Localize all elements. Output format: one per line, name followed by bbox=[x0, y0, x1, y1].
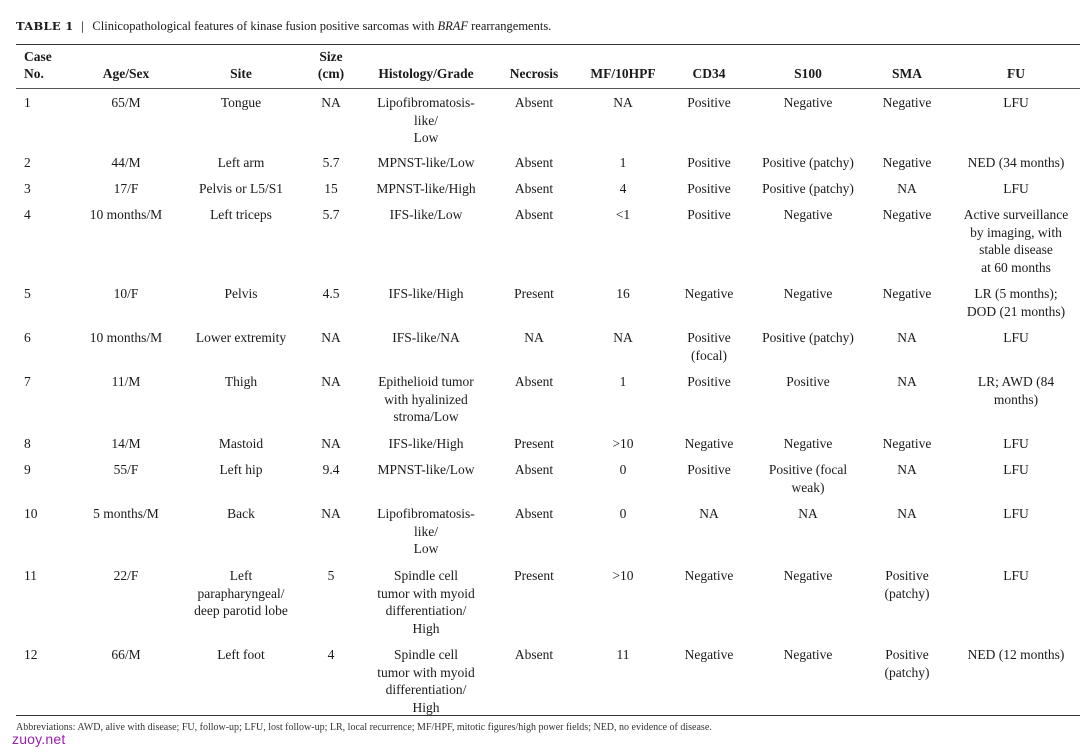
title-text-post: rearrangements. bbox=[468, 19, 552, 33]
table-top-rule bbox=[16, 44, 1080, 45]
cell-sma bbox=[862, 325, 952, 369]
cell-cd34 bbox=[664, 642, 754, 716]
cell-line: Positive bbox=[687, 95, 731, 110]
column-header-line: SMA bbox=[892, 66, 922, 81]
table-row bbox=[16, 369, 1080, 431]
table-row bbox=[16, 176, 1080, 202]
cell-fu bbox=[952, 150, 1080, 176]
column-header-necrosis bbox=[486, 46, 582, 88]
cell-line: LFU bbox=[1003, 506, 1029, 521]
cell-cd34 bbox=[664, 563, 754, 642]
cell-site bbox=[186, 563, 296, 642]
cell-line: NA bbox=[798, 506, 818, 521]
cell-histology-grade bbox=[366, 431, 486, 457]
cell-fu bbox=[952, 501, 1080, 563]
table-row bbox=[16, 457, 1080, 501]
cell-fu bbox=[952, 325, 1080, 369]
cell-fu bbox=[952, 563, 1080, 642]
cell-cd34 bbox=[664, 202, 754, 281]
cell-site bbox=[186, 325, 296, 369]
column-header-sma bbox=[862, 46, 952, 88]
table-title bbox=[92, 19, 551, 33]
table-row bbox=[16, 431, 1080, 457]
cell-line: Lipofibromatosis- bbox=[377, 95, 475, 110]
cell-line: MPNST-like/Low bbox=[377, 462, 475, 477]
cell-line: Low bbox=[413, 541, 439, 556]
cell-line: NED (34 months) bbox=[967, 155, 1065, 170]
cell-size: 5 bbox=[327, 568, 335, 583]
cell-case-no: 5 bbox=[24, 286, 31, 301]
cell-line: Lipofibromatosis- bbox=[377, 506, 475, 521]
column-header-size bbox=[296, 46, 366, 88]
cell-case-no: 11 bbox=[24, 568, 37, 583]
column-header-line: (cm) bbox=[317, 66, 345, 81]
cell-line: Negative bbox=[684, 568, 734, 583]
cell-age-sex: 22/F bbox=[113, 568, 139, 583]
cell-s100 bbox=[754, 501, 862, 563]
cell-line: Negative bbox=[783, 568, 833, 583]
cell-fu bbox=[952, 431, 1080, 457]
cell-line: Active surveillance bbox=[963, 207, 1069, 222]
cell-line: (patchy) bbox=[884, 664, 930, 680]
cell-site bbox=[186, 88, 296, 150]
cell-line: Pelvis or L5/S1 bbox=[198, 181, 283, 196]
cell-line: Left triceps bbox=[210, 207, 272, 222]
cell-line: NA bbox=[897, 374, 917, 389]
cell-sma bbox=[862, 563, 952, 642]
cell-line: LFU bbox=[1003, 462, 1029, 477]
cell-sma bbox=[862, 642, 952, 716]
cell-line: MPNST-like/Low bbox=[377, 155, 475, 170]
cell-histology-grade bbox=[366, 642, 486, 716]
cell-line: Negative bbox=[783, 207, 833, 222]
cell-histology-grade bbox=[366, 457, 486, 501]
cell-age-sex: 66/M bbox=[111, 647, 141, 662]
cell-fu bbox=[952, 457, 1080, 501]
cell-line: by imaging, with bbox=[970, 224, 1062, 240]
cell-sma bbox=[862, 202, 952, 281]
cell-line: Positive bbox=[687, 181, 731, 196]
cell-line: with hyalinized bbox=[384, 391, 468, 407]
cell-line: NA bbox=[897, 462, 917, 477]
cell-line: (patchy) bbox=[884, 585, 930, 601]
cell-line: Positive bbox=[687, 207, 731, 222]
cell-line: Negative bbox=[684, 647, 734, 662]
column-header-line: Case bbox=[24, 49, 52, 64]
cell-line: (focal) bbox=[691, 347, 727, 363]
cell-line: differentiation/ bbox=[385, 603, 467, 618]
cell-line: Positive (focal bbox=[768, 462, 848, 477]
cell-line: Positive bbox=[885, 568, 929, 583]
cell-age-sex: 10 months/M bbox=[89, 207, 163, 222]
title-text-pre: Clinicopathological features of kinase fusion positive sarcomas with bbox=[92, 19, 438, 33]
cell-site bbox=[186, 202, 296, 281]
cell-size: 4.5 bbox=[322, 286, 340, 301]
cell-cd34 bbox=[664, 501, 754, 563]
cell-line: LFU bbox=[1003, 436, 1029, 451]
cell-s100 bbox=[754, 325, 862, 369]
cell-fu bbox=[952, 642, 1080, 716]
cell-histology-grade bbox=[366, 369, 486, 431]
cell-line: NA bbox=[897, 330, 917, 345]
cell-age-sex: 65/M bbox=[111, 95, 141, 110]
cell-necrosis: Absent bbox=[514, 506, 554, 521]
cell-sma bbox=[862, 88, 952, 150]
cell-site bbox=[186, 457, 296, 501]
cell-histology-grade bbox=[366, 202, 486, 281]
cell-s100 bbox=[754, 642, 862, 716]
cell-line: High bbox=[412, 699, 440, 715]
cell-site bbox=[186, 150, 296, 176]
cell-line: Left bbox=[229, 568, 253, 583]
cell-line: Thigh bbox=[224, 374, 258, 389]
cell-age-sex: 11/M bbox=[111, 374, 141, 389]
cell-s100 bbox=[754, 431, 862, 457]
cell-mf-10hpf: 1 bbox=[619, 155, 627, 170]
cell-mf-10hpf: 11 bbox=[616, 647, 630, 662]
cell-line: Negative bbox=[783, 286, 833, 301]
cell-line: LFU bbox=[1003, 95, 1029, 110]
table-label: TABLE 1 bbox=[16, 19, 74, 33]
cell-s100 bbox=[754, 176, 862, 202]
cell-necrosis: NA bbox=[524, 330, 544, 345]
cell-line: weak) bbox=[791, 479, 825, 495]
table-footnote: Abbreviations: AWD, alive with disease; FU, follow-up; LFU, lost follow-up; LR, local recurrence; MF/HPF, mitotic figures/high power fields; NED, no evidence of disease. bbox=[16, 722, 712, 733]
cell-line: Positive (patchy) bbox=[762, 155, 854, 170]
cell-line: tumor with myoid bbox=[377, 585, 475, 601]
cell-age-sex: 55/F bbox=[113, 462, 139, 477]
cell-fu bbox=[952, 369, 1080, 431]
cell-size: NA bbox=[321, 95, 341, 110]
cell-line: months) bbox=[993, 391, 1039, 407]
cell-case-no: 1 bbox=[24, 95, 31, 110]
cell-line: Positive bbox=[687, 374, 731, 389]
column-header-s100 bbox=[754, 46, 862, 88]
table-row bbox=[16, 150, 1080, 176]
cell-necrosis: Present bbox=[514, 436, 554, 451]
cell-line: Positive (patchy) bbox=[762, 330, 854, 345]
cell-necrosis: Absent bbox=[514, 207, 554, 222]
table-header-row bbox=[16, 46, 1080, 88]
column-header-histology-grade bbox=[366, 46, 486, 88]
table-row bbox=[16, 88, 1080, 150]
cell-s100 bbox=[754, 563, 862, 642]
cell-site bbox=[186, 176, 296, 202]
cell-line: like/ bbox=[414, 523, 438, 539]
cell-line: NA bbox=[897, 181, 917, 196]
cell-histology-grade bbox=[366, 501, 486, 563]
cell-cd34 bbox=[664, 150, 754, 176]
column-header-line: Age/Sex bbox=[102, 66, 150, 81]
cell-cd34 bbox=[664, 369, 754, 431]
cell-line: stroma/Low bbox=[393, 409, 459, 424]
cell-case-no: 6 bbox=[24, 330, 31, 345]
cell-histology-grade bbox=[366, 176, 486, 202]
cell-line: Epithelioid tumor bbox=[378, 374, 474, 389]
column-header-cd34 bbox=[664, 46, 754, 88]
column-header-line: No. bbox=[24, 66, 44, 81]
cell-age-sex: 17/F bbox=[113, 181, 139, 196]
cell-line: deep parotid lobe bbox=[194, 603, 288, 618]
column-header-site bbox=[186, 46, 296, 88]
cell-line: LR (5 months); bbox=[974, 286, 1058, 301]
cell-line: Left foot bbox=[217, 647, 265, 662]
column-header-line: Necrosis bbox=[509, 66, 559, 81]
cell-mf-10hpf: 0 bbox=[619, 462, 627, 477]
cell-mf-10hpf: >10 bbox=[612, 568, 634, 583]
cell-histology-grade bbox=[366, 88, 486, 150]
table-row bbox=[16, 325, 1080, 369]
cell-line: LFU bbox=[1003, 330, 1029, 345]
cell-cd34 bbox=[664, 457, 754, 501]
cell-line: Low bbox=[413, 130, 439, 145]
cell-mf-10hpf: NA bbox=[613, 95, 633, 110]
cell-line: Positive bbox=[885, 647, 929, 662]
column-header-fu bbox=[952, 46, 1080, 88]
caption-separator: | bbox=[80, 19, 85, 33]
cell-line: Negative bbox=[783, 647, 833, 662]
cell-histology-grade bbox=[366, 281, 486, 325]
cell-line: IFS-like/Low bbox=[389, 207, 463, 222]
cell-age-sex: 44/M bbox=[111, 155, 141, 170]
column-header-line: Size bbox=[319, 49, 343, 64]
table-row bbox=[16, 501, 1080, 563]
cell-size: 5.7 bbox=[322, 207, 340, 222]
cell-line: DOD (21 months) bbox=[966, 303, 1066, 319]
cell-cd34 bbox=[664, 325, 754, 369]
cell-histology-grade bbox=[366, 325, 486, 369]
cell-necrosis: Absent bbox=[514, 462, 554, 477]
cell-sma bbox=[862, 176, 952, 202]
cell-sma bbox=[862, 431, 952, 457]
cell-fu bbox=[952, 202, 1080, 281]
cell-line: Negative bbox=[882, 155, 932, 170]
cell-line: Negative bbox=[783, 95, 833, 110]
cell-s100 bbox=[754, 202, 862, 281]
cell-line: parapharyngeal/ bbox=[197, 585, 285, 601]
cell-sma bbox=[862, 501, 952, 563]
cell-line: LFU bbox=[1003, 181, 1029, 196]
cell-necrosis: Present bbox=[514, 286, 554, 301]
cell-sma bbox=[862, 150, 952, 176]
cell-sma bbox=[862, 457, 952, 501]
cell-line: Tongue bbox=[220, 95, 262, 110]
column-header-line: FU bbox=[1007, 66, 1025, 81]
cell-age-sex: 10/F bbox=[113, 286, 139, 301]
title-gene-name: BRAF bbox=[437, 19, 469, 33]
cell-size: NA bbox=[321, 436, 341, 451]
cell-line: LFU bbox=[1003, 568, 1029, 583]
table-row bbox=[16, 202, 1080, 281]
cell-s100 bbox=[754, 457, 862, 501]
cell-s100 bbox=[754, 88, 862, 150]
cell-line: IFS-like/NA bbox=[392, 330, 460, 345]
cell-case-no: 12 bbox=[24, 647, 38, 662]
cell-line: Left arm bbox=[217, 155, 265, 170]
cell-site bbox=[186, 501, 296, 563]
cell-site bbox=[186, 431, 296, 457]
cell-age-sex: 5 months/M bbox=[93, 506, 159, 521]
cell-size: NA bbox=[321, 506, 341, 521]
cell-s100 bbox=[754, 150, 862, 176]
column-header-line: Site bbox=[230, 66, 252, 81]
cell-necrosis: Absent bbox=[514, 181, 554, 196]
cell-case-no: 9 bbox=[24, 462, 31, 477]
cell-mf-10hpf: 0 bbox=[619, 506, 627, 521]
cell-line: NED (12 months) bbox=[967, 647, 1065, 662]
cell-line: Spindle cell bbox=[393, 568, 459, 583]
cell-case-no: 2 bbox=[24, 155, 31, 170]
cell-line: Back bbox=[227, 506, 255, 521]
cell-line: Positive bbox=[687, 330, 731, 345]
table-row bbox=[16, 281, 1080, 325]
cell-size: NA bbox=[321, 374, 341, 389]
cell-case-no: 8 bbox=[24, 436, 31, 451]
cell-line: Positive (patchy) bbox=[762, 181, 854, 196]
table-caption bbox=[16, 19, 551, 34]
cell-necrosis: Absent bbox=[514, 647, 554, 662]
cell-site bbox=[186, 281, 296, 325]
cell-line: Lower extremity bbox=[195, 330, 287, 345]
cell-cd34 bbox=[664, 431, 754, 457]
cell-line: IFS-like/High bbox=[388, 286, 464, 301]
cell-sma bbox=[862, 281, 952, 325]
column-header-case-no bbox=[16, 46, 66, 88]
cell-line: LR; AWD (84 bbox=[977, 374, 1055, 389]
column-header-line: S100 bbox=[794, 66, 822, 81]
cell-sma bbox=[862, 369, 952, 431]
cell-line: Negative bbox=[882, 286, 932, 301]
table-row bbox=[16, 642, 1080, 716]
cell-line: Negative bbox=[882, 436, 932, 451]
cell-line: like/ bbox=[414, 112, 438, 128]
cell-line: Negative bbox=[783, 436, 833, 451]
cell-line: Negative bbox=[684, 286, 734, 301]
column-header-line: MF/10HPF bbox=[590, 66, 656, 81]
cell-cd34 bbox=[664, 176, 754, 202]
table-body bbox=[16, 88, 1080, 716]
cell-necrosis: Present bbox=[514, 568, 554, 583]
cell-line: Spindle cell bbox=[393, 647, 459, 662]
column-header-mf-10hpf bbox=[582, 46, 664, 88]
cell-line: Negative bbox=[882, 95, 932, 110]
cell-line: stable disease bbox=[979, 242, 1053, 257]
clinicopathological-table bbox=[16, 46, 1080, 716]
cell-necrosis: Absent bbox=[514, 155, 554, 170]
cell-cd34 bbox=[664, 281, 754, 325]
cell-fu bbox=[952, 88, 1080, 150]
cell-line: differentiation/ bbox=[385, 682, 467, 697]
cell-line: IFS-like/High bbox=[388, 436, 464, 451]
cell-case-no: 4 bbox=[24, 207, 31, 222]
column-header-age-sex bbox=[66, 46, 186, 88]
cell-fu bbox=[952, 176, 1080, 202]
cell-mf-10hpf: NA bbox=[613, 330, 633, 345]
cell-mf-10hpf: 4 bbox=[619, 181, 627, 196]
cell-size: 15 bbox=[324, 181, 338, 196]
cell-case-no: 3 bbox=[24, 181, 31, 196]
cell-size: 4 bbox=[327, 647, 335, 662]
cell-mf-10hpf: 1 bbox=[619, 374, 627, 389]
cell-size: NA bbox=[321, 330, 341, 345]
cell-line: Mastoid bbox=[218, 436, 264, 451]
cell-line: NA bbox=[897, 506, 917, 521]
cell-necrosis: Absent bbox=[514, 95, 554, 110]
cell-size: 9.4 bbox=[322, 462, 340, 477]
cell-line: High bbox=[412, 620, 440, 636]
cell-line: Positive bbox=[786, 374, 830, 389]
cell-site bbox=[186, 369, 296, 431]
cell-age-sex: 14/M bbox=[111, 436, 141, 451]
cell-line: Left hip bbox=[219, 462, 263, 477]
cell-case-no: 7 bbox=[24, 374, 31, 389]
cell-line: Positive bbox=[687, 155, 731, 170]
cell-line: Negative bbox=[684, 436, 734, 451]
cell-line: NA bbox=[699, 506, 719, 521]
cell-site bbox=[186, 642, 296, 716]
cell-fu bbox=[952, 281, 1080, 325]
cell-line: Positive bbox=[687, 462, 731, 477]
cell-line: MPNST-like/High bbox=[376, 181, 476, 196]
watermark-text: zuoy.net bbox=[12, 731, 66, 747]
cell-age-sex: 10 months/M bbox=[89, 330, 163, 345]
cell-s100 bbox=[754, 369, 862, 431]
table-row bbox=[16, 563, 1080, 642]
cell-mf-10hpf: 16 bbox=[616, 286, 630, 301]
cell-line: Negative bbox=[882, 207, 932, 222]
cell-case-no: 10 bbox=[24, 506, 38, 521]
cell-histology-grade bbox=[366, 150, 486, 176]
cell-histology-grade bbox=[366, 563, 486, 642]
column-header-line: Histology/Grade bbox=[378, 66, 474, 81]
cell-line: tumor with myoid bbox=[377, 664, 475, 680]
column-header-line: CD34 bbox=[692, 66, 726, 81]
cell-mf-10hpf: <1 bbox=[615, 207, 631, 222]
cell-mf-10hpf: >10 bbox=[612, 436, 634, 451]
cell-cd34 bbox=[664, 88, 754, 150]
cell-line: at 60 months bbox=[981, 259, 1051, 275]
cell-s100 bbox=[754, 281, 862, 325]
cell-size: 5.7 bbox=[322, 155, 340, 170]
cell-necrosis: Absent bbox=[514, 374, 554, 389]
cell-line: Pelvis bbox=[224, 286, 258, 301]
